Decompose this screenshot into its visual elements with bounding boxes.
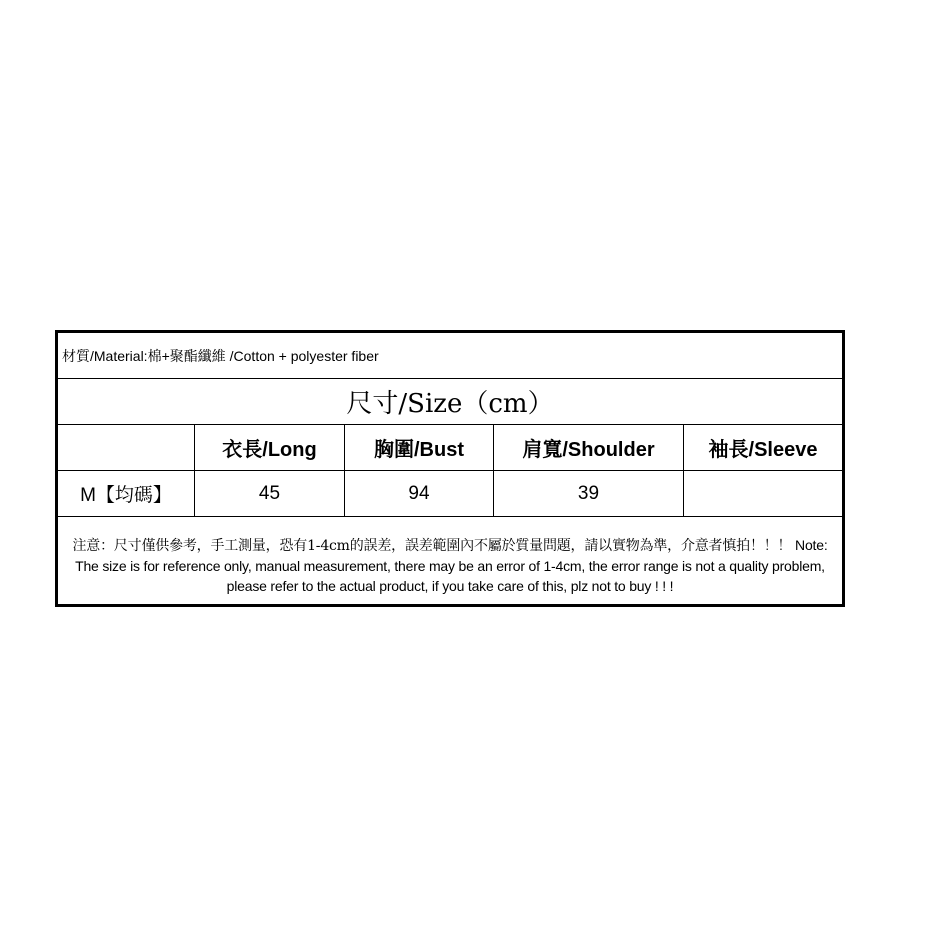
size-chart-table [55, 330, 845, 607]
cell-shoulder: 39 [494, 471, 684, 516]
header-bust: 胸圍/Bust [345, 425, 494, 470]
table-row [58, 471, 842, 517]
header-long: 衣長/Long [195, 425, 345, 470]
cell-bust: 94 [345, 471, 494, 516]
note-english: Note: The size is for reference only, manual measurement, there may be an error of 1-4cm, the error range is not a quality problem, please refer to the actual product, if you take care of this, plz not to buy ! ! ! [75, 537, 828, 594]
cell-size: M【均碼】 [58, 471, 195, 516]
cell-sleeve [684, 471, 842, 516]
header-shoulder: 肩寬/Shoulder [494, 425, 684, 470]
note-row [58, 517, 842, 596]
size-chart-title: 尺寸/Size（cm） [346, 389, 554, 419]
title-row [58, 379, 842, 425]
material-text: 材質/Material:棉+聚酯纖維 /Cotton + polyester fiber [62, 347, 379, 364]
material-row [58, 333, 842, 379]
header-size [58, 425, 195, 470]
header-sleeve: 袖長/Sleeve [708, 439, 818, 461]
header-row [58, 425, 842, 471]
note-chinese: 注意：尺寸僅供參考，手工測量，恐有1-4cm的誤差，誤差範圍內不屬於質量問題，請以實物為準，介意者慎拍！！！ [72, 538, 792, 554]
cell-long: 45 [195, 471, 345, 516]
